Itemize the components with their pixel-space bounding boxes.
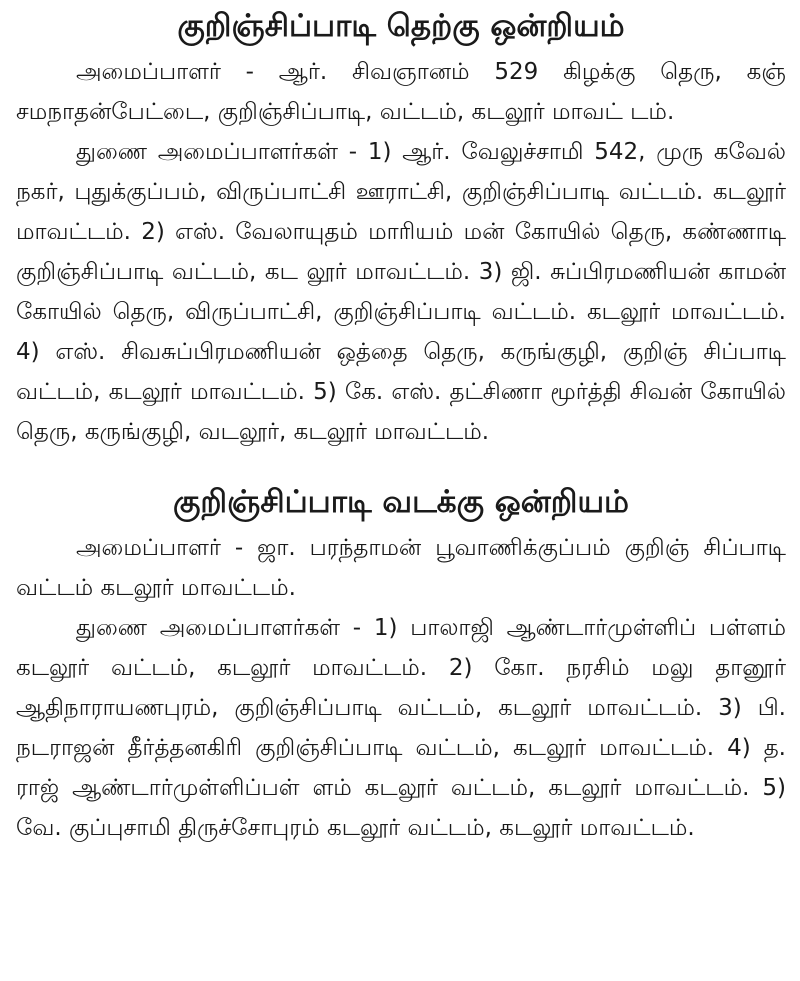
section-heading-kurinjipadi-north: குறிஞ்சிப்பாடி வடக்கு ஒன்றியம்	[173, 484, 629, 520]
organizer-paragraph-south: அமைப்பாளர் - ஆர். சிவஞானம் 529 கிழக்கு தெரு, கஞ் சமநாதன்பேட்டை, குறிஞ்சிப்பாடி, வட்டம், கடலூர் மாவட் டம்.	[16, 59, 786, 125]
organizer-paragraph-north: அமைப்பாளர் - ஜா. பரந்தாமன் பூவாணிக்குப்பம் குறிஞ் சிப்பாடி வட்டம் கடலூர் மாவட்டம்.	[16, 535, 786, 601]
deputy-organizers-paragraph-north: துணை அமைப்பாளர்கள் - 1) பாலாஜி ஆண்டார்முள்ளிப் பள்ளம் கடலூர் வட்டம், கடலூர் மாவட்டம். 2) கோ. நரசிம் மலு தானூர் ஆதிநாராயணபுரம், குறிஞ்சிப்பாடி வட்டம், கடலூர் மாவட்டம். 3) பி. நடராஜன் தீர்த்தனகிரி குறிஞ்சிப்பாடி வட்டம், கடலூர் மாவட்டம். 4) த. ராஜ் ஆண்டார்முள்ளிப்பள் ளம் கடலூர் வட்டம், கடலூர் மாவட்டம். 5) வே. குப்புசாமி திருச்சோபுரம் கடலூர் வட்டம், கடலூர் மாவட்டம்.	[16, 615, 786, 841]
section-heading-kurinjipadi-south: குறிஞ்சிப்பாடி தெற்கு ஒன்றியம்	[177, 8, 625, 44]
deputy-organizers-paragraph-south: துணை அமைப்பாளர்கள் - 1) ஆர். வேலுச்சாமி 542, முரு கவேல் நகர், புதுக்குப்பம், விருப்பாட்சி ஊராட்சி, குறிஞ்சிப்பாடி வட்டம். கடலூர் மாவட்டம். 2) எஸ். வேலாயுதம் மாரியம் மன் கோயில் தெரு, கண்ணாடி குறிஞ்சிப்பாடி வட்டம், கட லூர் மாவட்டம். 3) ஜி. சுப்பிரமணியன் காமன் கோயில் தெரு, விருப்பாட்சி, குறிஞ்சிப்பாடி வட்டம். கடலூர் மாவட்டம். 4) எஸ். சிவசுப்பிரமணியன் ஒத்தை தெரு, கருங்குழி, குறிஞ் சிப்பாடி வட்டம், கடலூர் மாவட்டம். 5) கே. எஸ். தட்சிணா மூர்த்தி சிவன் கோயில் தெரு, கருங்குழி, வடலூர், கடலூர் மாவட்டம்.	[16, 139, 786, 445]
